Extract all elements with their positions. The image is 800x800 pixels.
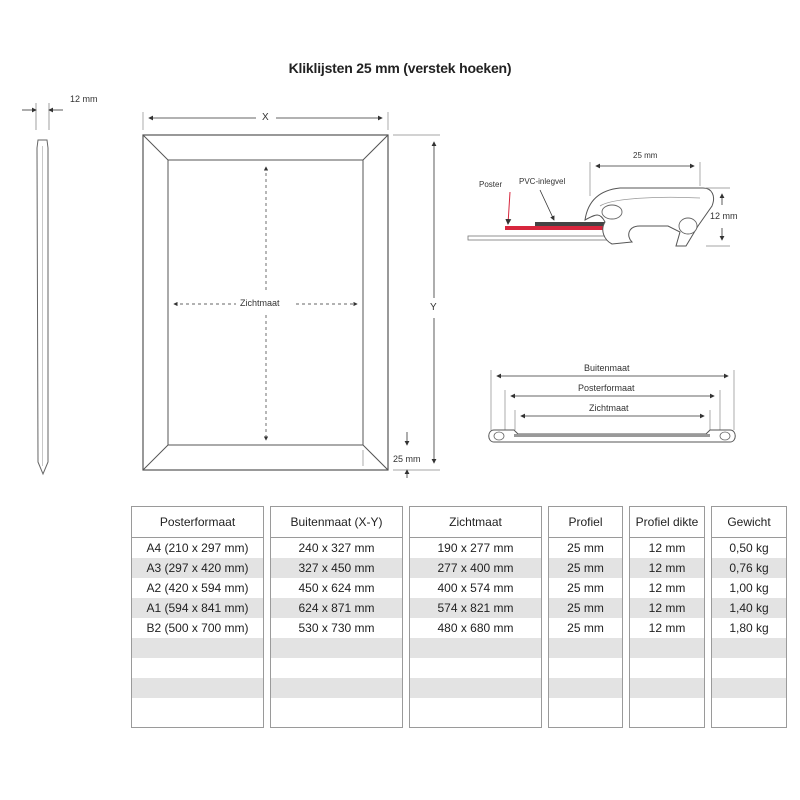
table-cell (410, 678, 541, 698)
table-cell (630, 678, 704, 698)
table-cell: 1,80 kg (729, 621, 769, 635)
side-profile (22, 103, 63, 474)
table-cell: A1 (594 x 841 mm) (132, 598, 263, 618)
poster-label: Poster (479, 180, 503, 189)
table-cell (410, 638, 541, 658)
table-cell (712, 678, 786, 698)
frame-x-label: X (262, 112, 269, 123)
table-cell (132, 658, 263, 678)
table-cell: 0,76 kg (712, 558, 786, 578)
profile-height-label: 12 mm (710, 211, 738, 221)
table-cell: 12 mm (630, 598, 704, 618)
table-cell (549, 698, 622, 718)
table-cell: 1,40 kg (712, 598, 786, 618)
table-cell: 25 mm (549, 558, 622, 578)
table-cell (410, 698, 541, 718)
poster-size-label: Posterformaat (578, 383, 635, 393)
frame-profile-label: 25 mm (393, 454, 421, 464)
table-cell: 25 mm (567, 541, 604, 555)
frame-view-label: Zichtmaat (240, 298, 280, 308)
profile-width-label: 25 mm (633, 151, 658, 160)
table-column-weight (711, 506, 787, 728)
table-cell: 12 mm (648, 621, 686, 635)
table-cell: 480 x 680 mm (437, 621, 514, 635)
table-cell: 574 x 821 mm (410, 598, 541, 618)
table-cell (630, 638, 704, 658)
table-cell: B2 (500 x 700 mm) (146, 621, 249, 635)
table-cell: 327 x 450 mm (271, 558, 402, 578)
table-cell (271, 638, 402, 658)
pvc-label: PVC-inlegvel (519, 177, 566, 186)
table-cell: A3 (297 x 420 mm) (132, 558, 263, 578)
table-column-outer-size (270, 506, 403, 728)
table-cell: A2 (420 x 594 mm) (146, 581, 249, 595)
side-thickness-label: 12 mm (70, 94, 98, 104)
table-cell: 12 mm (648, 581, 686, 595)
table-cell: 240 x 327 mm (298, 541, 375, 555)
table-cell (410, 658, 541, 678)
table-header-outer-size: Buitenmaat (X-Y) (271, 507, 402, 538)
table-cell (630, 698, 704, 718)
table-cell: 277 x 400 mm (410, 558, 541, 578)
table-cell: 624 x 871 mm (271, 598, 402, 618)
table-cell (271, 658, 402, 678)
table-header-profile: Profiel (549, 507, 622, 538)
table-cell: 530 x 730 mm (298, 621, 375, 635)
outer-size-label: Buitenmaat (584, 363, 630, 373)
page-title: Kliklijsten 25 mm (verstek hoeken) (288, 60, 512, 76)
table-cell (132, 678, 263, 698)
frame-y-label: Y (430, 302, 437, 313)
table-cell: 400 x 574 mm (437, 581, 514, 595)
table-cell (712, 658, 786, 678)
table-cell: 25 mm (567, 581, 604, 595)
table-cell: 12 mm (648, 541, 686, 555)
table-cell: 1,00 kg (729, 581, 769, 595)
profile-cross-section (468, 162, 730, 246)
table-cell (132, 698, 263, 718)
table-column-profile-thickness (629, 506, 705, 728)
table-column-profile (548, 506, 623, 728)
table-header-profile-thickness: Profiel dikte (630, 507, 704, 538)
table-cell: 0,50 kg (729, 541, 769, 555)
table-header-weight: Gewicht (712, 507, 786, 538)
table-cell (712, 638, 786, 658)
table-header-poster-format: Posterformaat (132, 507, 263, 538)
table-header-view-size: Zichtmaat (410, 507, 541, 538)
table-cell (549, 658, 622, 678)
table-column-poster-format (131, 506, 264, 728)
table-cell: 190 x 277 mm (437, 541, 514, 555)
table-cell (549, 638, 622, 658)
table-cell: 25 mm (567, 621, 604, 635)
table-cell (549, 678, 622, 698)
table-cell (132, 638, 263, 658)
table-cell: 450 x 624 mm (298, 581, 375, 595)
view-size-label: Zichtmaat (589, 403, 629, 413)
table-cell (271, 678, 402, 698)
table-column-view-size (409, 506, 542, 728)
table-cell: A4 (210 x 297 mm) (146, 541, 249, 555)
table-cell (712, 698, 786, 718)
table-cell: 25 mm (549, 598, 622, 618)
frame-front-view (143, 112, 440, 478)
table-cell (630, 658, 704, 678)
table-cell (271, 698, 402, 718)
table-cell: 12 mm (630, 558, 704, 578)
